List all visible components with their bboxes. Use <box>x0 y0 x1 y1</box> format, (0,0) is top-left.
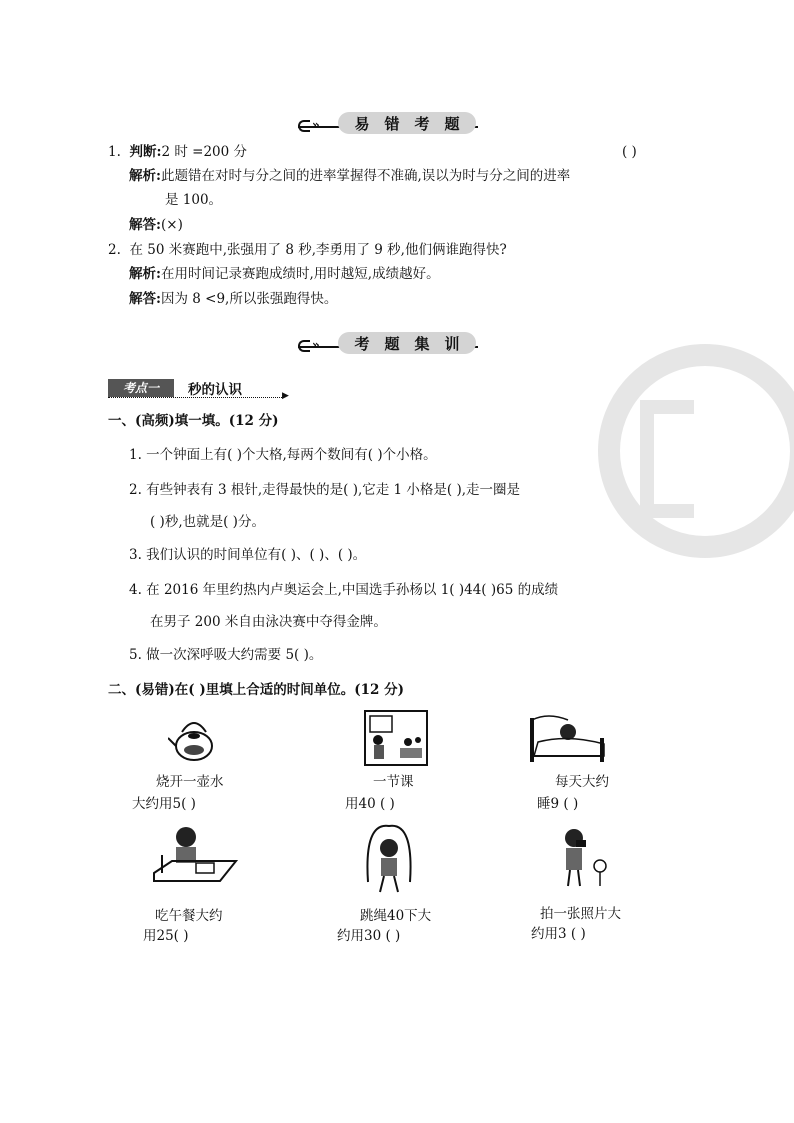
eating-child-icon <box>152 825 238 889</box>
fill-item-cont: 在男子 200 米自由泳决赛中夺得金牌。 <box>150 614 387 630</box>
topic-underline <box>108 397 284 398</box>
question-1: 1. 判断:2 时 =200 分 <box>108 144 248 160</box>
topic-title: 秒的认识 <box>188 382 242 398</box>
picture-answer: 睡9 ( ) <box>537 796 579 812</box>
banner-title: 易错考题 <box>354 115 475 133</box>
fill-item: 3. 我们认识的时间单位有( )、( )、( )。 <box>129 547 367 563</box>
question-2: 2. 在 50 米赛跑中,张强用了 8 秒,李勇用了 9 秒,他们俩谁跑得快? <box>108 242 507 258</box>
watermark-seal-inner <box>640 400 694 518</box>
fill-item: 1. 一个钟面上有( )个大格,每两个数间有( )个小格。 <box>129 447 437 463</box>
topic-tag: 考点一 <box>108 379 174 397</box>
banner-title: 考题集训 <box>354 335 475 353</box>
watermark-seal <box>598 344 794 558</box>
jump-rope-icon <box>364 822 414 898</box>
picture-caption: 拍一张照片大 <box>540 906 621 922</box>
section-1-heading: 一、(高频)填一填。(12 分) <box>108 413 279 429</box>
arrow-icon: ▶ <box>282 391 289 401</box>
kettle-icon <box>168 712 220 764</box>
analysis-1: 解析:此题错在对时与分之间的进率掌握得不准确,误以为时与分之间的进率 <box>129 168 571 184</box>
fill-item-cont: ( )秒,也就是( )分。 <box>150 514 265 530</box>
picture-answer: 用25( ) <box>143 928 189 944</box>
classroom-icon <box>364 710 428 766</box>
section-banner-practice: » 考题集训 <box>298 330 480 356</box>
picture-caption: 烧开一壶水 <box>156 774 224 790</box>
camera-icon <box>556 826 612 890</box>
fill-item: 2. 有些钟表有 3 根针,走得最快的是( ),它走 1 小格是( ),走一圈是 <box>129 482 521 498</box>
picture-answer: 约用3 ( ) <box>531 926 586 942</box>
section-banner-errors: » 易错考题 <box>298 110 480 136</box>
section-2-heading: 二、(易错)在( )里填上合适的时间单位。(12 分) <box>108 682 405 698</box>
picture-caption: 一节课 <box>373 774 414 790</box>
picture-caption: 跳绳40下大 <box>360 908 432 924</box>
picture-caption: 每天大约 <box>555 774 609 790</box>
picture-answer: 大约用5( ) <box>132 796 196 812</box>
fill-item: 4. 在 2016 年里约热内卢奥运会上,中国选手孙杨以 1( )44( )65 的成绩 <box>129 582 559 598</box>
analysis-2: 解析:在用时间记录赛跑成绩时,用时越短,成绩越好。 <box>129 266 440 282</box>
answer-paren[interactable]: ( ) <box>622 144 637 160</box>
analysis-1-cont: 是 100。 <box>165 192 223 208</box>
answer-2: 解答:因为 8 <9,所以张强跑得快。 <box>129 291 338 307</box>
picture-caption: 吃午餐大约 <box>155 908 223 924</box>
fill-item: 5. 做一次深呼吸大约需要 5( )。 <box>129 647 323 663</box>
picture-answer: 约用30 ( ) <box>337 928 401 944</box>
answer-1: 解答:(×) <box>129 217 183 233</box>
sleeping-child-icon <box>528 712 608 764</box>
picture-answer: 用40 ( ) <box>345 796 395 812</box>
